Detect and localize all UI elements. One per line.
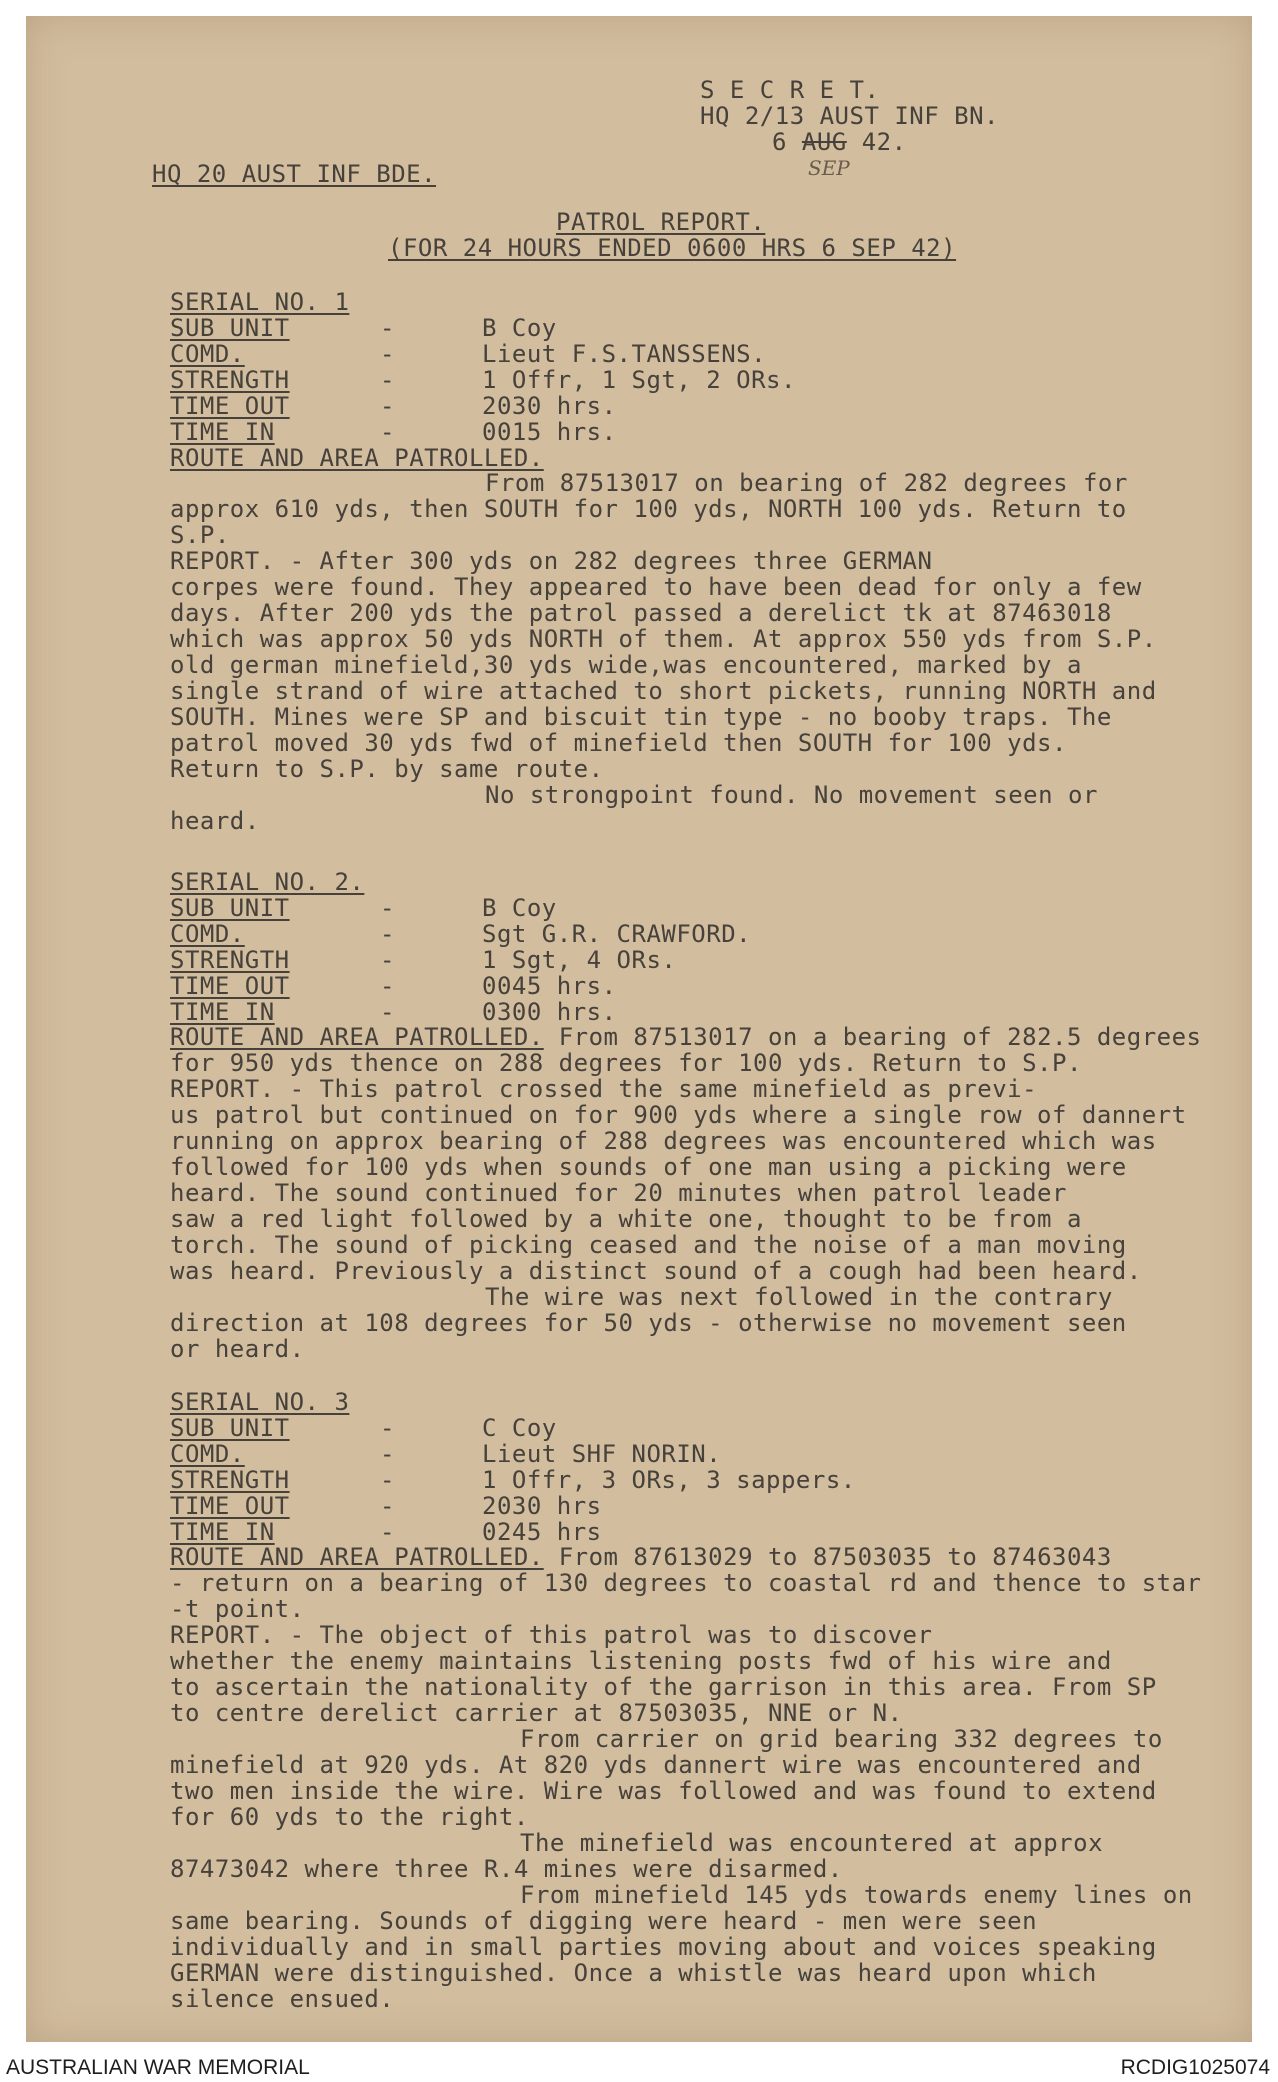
handwritten-month-correction: SEP xyxy=(808,156,850,180)
field-dash: - xyxy=(380,1466,395,1494)
serial-1-field-time-in xyxy=(170,418,1230,445)
text-line: heard. The sound continued for 20 minutes when patrol leader xyxy=(170,1180,1067,1206)
text-line: old german minefield,30 yds wide,was encountered, marked by a xyxy=(170,652,1082,678)
text-line: two men inside the wire. Wire was followed and was found to extend xyxy=(170,1778,1157,1804)
field-label: STRENGTH xyxy=(170,1466,290,1494)
text-fragment: From 87513017 on a bearing of 282.5 degrees xyxy=(558,1024,1202,1050)
serial-2-route-label: ROUTE AND AREA PATROLLED. xyxy=(170,1024,544,1050)
text-line: heard. xyxy=(170,808,260,834)
text-line: was heard. Previously a distinct sound of a cough had been heard. xyxy=(170,1258,1142,1284)
text-line: for 950 yds thence on 288 degrees for 100 yds. Return to S.P. xyxy=(170,1050,1082,1076)
field-value: 0015 hrs. xyxy=(482,418,617,446)
serial-1-text xyxy=(170,470,1230,834)
field-value: C Coy xyxy=(482,1414,557,1442)
field-value: 0300 hrs. xyxy=(482,998,617,1026)
text-line: torch. The sound of picking ceased and the noise of a man moving xyxy=(170,1232,1127,1258)
text-line: REPORT. - This patrol crossed the same minefield as previ- xyxy=(170,1076,1038,1102)
text-line: SOUTH. Mines were SP and biscuit tin type - no booby traps. The xyxy=(170,704,1112,730)
text-line: The minefield was encountered at approx xyxy=(520,1830,1104,1856)
field-value: 1 Offr, 3 ORs, 3 sappers. xyxy=(482,1466,856,1494)
serial-3-field-sub-unit xyxy=(170,1414,1230,1441)
text-line: GERMAN were distinguished. Once a whistle was heard upon which xyxy=(170,1960,1097,1986)
unit-designation: HQ 2/13 AUST INF BN. xyxy=(700,102,999,130)
field-dash: - xyxy=(380,340,395,368)
text-line: or heard. xyxy=(170,1336,305,1362)
text-fragment: From 87613029 to 87503035 to 87463043 xyxy=(558,1544,1112,1570)
date-day: 6 xyxy=(772,128,787,156)
text-line: to ascertain the nationality of the garrison in this area. From SP xyxy=(170,1674,1157,1700)
text-line: From minefield 145 yds towards enemy lines on xyxy=(520,1882,1193,1908)
text-line: From 87513017 on bearing of 282 degrees for xyxy=(485,470,1128,496)
field-label: TIME IN xyxy=(170,1518,275,1546)
report-title: PATROL REPORT. xyxy=(556,208,766,236)
field-dash: - xyxy=(380,314,395,342)
text-line: individually and in small parties moving about and voices speaking xyxy=(170,1934,1157,1960)
field-value: 2030 hrs. xyxy=(482,392,617,420)
text-line: minefield at 920 yds. At 820 yds dannert wire was encountered and xyxy=(170,1752,1142,1778)
field-dash: - xyxy=(380,998,395,1026)
field-label: COMD. xyxy=(170,920,245,948)
text-line: S.P. xyxy=(170,522,230,548)
text-line: approx 610 yds, then SOUTH for 100 yds, NORTH 100 yds. Return to xyxy=(170,496,1127,522)
text-line: REPORT. - The object of this patrol was to discover xyxy=(170,1622,933,1648)
text-line xyxy=(170,1024,1230,1050)
field-value: B Coy xyxy=(482,894,557,922)
field-value: Lieut F.S.TANSSENS. xyxy=(482,340,767,368)
field-dash: - xyxy=(380,920,395,948)
serial-3-field-strength xyxy=(170,1466,1230,1493)
text-line: Return to S.P. by same route. xyxy=(170,756,604,782)
text-line: same bearing. Sounds of digging were heard - men were seen xyxy=(170,1908,1038,1934)
field-label: TIME OUT xyxy=(170,1492,290,1520)
field-dash: - xyxy=(380,1518,395,1546)
text-line: The wire was next followed in the contrary xyxy=(485,1284,1113,1310)
field-label: TIME OUT xyxy=(170,392,290,420)
text-line: patrol moved 30 yds fwd of minefield then SOUTH for 100 yds. xyxy=(170,730,1067,756)
serial-1-route-label: ROUTE AND AREA PATROLLED. xyxy=(170,444,544,472)
serial-3-heading: SERIAL NO. 3 xyxy=(170,1388,350,1416)
text-line: silence ensued. xyxy=(170,1986,395,2012)
field-value: B Coy xyxy=(482,314,557,342)
field-label: TIME IN xyxy=(170,998,275,1026)
serial-1-field-comd xyxy=(170,340,1230,367)
field-value: 0245 hrs xyxy=(482,1518,602,1546)
addressee: HQ 20 AUST INF BDE. xyxy=(152,160,437,188)
field-label: COMD. xyxy=(170,340,245,368)
footer-institution: AUSTRALIAN WAR MEMORIAL xyxy=(6,2056,310,2079)
serial-2-field-time-out xyxy=(170,972,1230,999)
serial-3-field-time-out xyxy=(170,1492,1230,1519)
archive-footer xyxy=(0,2054,1278,2082)
date-month-struck: AUG xyxy=(801,128,847,156)
document-date xyxy=(772,128,907,156)
field-label: COMD. xyxy=(170,1440,245,1468)
text-line: which was approx 50 yds NORTH of them. At approx 550 yds from S.P. xyxy=(170,626,1157,652)
serial-3-text xyxy=(170,1544,1230,2012)
field-value: 1 Sgt, 4 ORs. xyxy=(482,946,677,974)
serial-2-field-strength xyxy=(170,946,1230,973)
text-line: No strongpoint found. No movement seen or xyxy=(485,782,1098,808)
field-dash: - xyxy=(380,1492,395,1520)
text-line: days. After 200 yds the patrol passed a derelict tk at 87463018 xyxy=(170,600,1112,626)
serial-3-field-time-in xyxy=(170,1518,1230,1545)
text-line: us patrol but continued on for 900 yds where a single row of dannert xyxy=(170,1102,1187,1128)
field-dash: - xyxy=(380,418,395,446)
text-line: 87473042 where three R.4 mines were disarmed. xyxy=(170,1856,843,1882)
text-line: running on approx bearing of 288 degrees was encountered which was xyxy=(170,1128,1157,1154)
serial-2-field-time-in xyxy=(170,998,1230,1025)
field-dash: - xyxy=(380,894,395,922)
text-line: whether the enemy maintains listening posts fwd of his wire and xyxy=(170,1648,1112,1674)
serial-2-heading: SERIAL NO. 2. xyxy=(170,868,365,896)
field-value: Sgt G.R. CRAWFORD. xyxy=(482,920,752,948)
field-value: 0045 hrs. xyxy=(482,972,617,1000)
text-line: From carrier on grid bearing 332 degrees to xyxy=(520,1726,1163,1752)
field-label: SUB UNIT xyxy=(170,894,290,922)
text-line xyxy=(170,1544,1230,1570)
field-dash: - xyxy=(380,366,395,394)
serial-1-field-sub-unit xyxy=(170,314,1230,341)
field-value: Lieut SHF NORIN. xyxy=(482,1440,722,1468)
date-year: 42. xyxy=(861,128,907,156)
text-line: saw a red light followed by a white one, thought to be from a xyxy=(170,1206,1082,1232)
serial-3-route-label: ROUTE AND AREA PATROLLED. xyxy=(170,1544,544,1570)
serial-1-field-strength xyxy=(170,366,1230,393)
field-dash: - xyxy=(380,946,395,974)
text-line: followed for 100 yds when sounds of one man using a picking were xyxy=(170,1154,1127,1180)
field-dash: - xyxy=(380,972,395,1000)
text-line: -t point. xyxy=(170,1596,305,1622)
text-line: - return on a bearing of 130 degrees to coastal rd and thence to star xyxy=(170,1570,1202,1596)
serial-3-field-comd xyxy=(170,1440,1230,1467)
field-label: TIME OUT xyxy=(170,972,290,1000)
text-line: direction at 108 degrees for 50 yds - otherwise no movement seen xyxy=(170,1310,1127,1336)
serial-2-field-sub-unit xyxy=(170,894,1230,921)
serial-1-heading: SERIAL NO. 1 xyxy=(170,288,350,316)
text-line: REPORT. - After 300 yds on 282 degrees three GERMAN xyxy=(170,548,933,574)
field-label: SUB UNIT xyxy=(170,1414,290,1442)
field-dash: - xyxy=(380,1414,395,1442)
text-line: to centre derelict carrier at 87503035, NNE or N. xyxy=(170,1700,903,1726)
report-subtitle: (FOR 24 HOURS ENDED 0600 HRS 6 SEP 42) xyxy=(388,234,957,262)
field-label: SUB UNIT xyxy=(170,314,290,342)
field-label: STRENGTH xyxy=(170,946,290,974)
field-value: 1 Offr, 1 Sgt, 2 ORs. xyxy=(482,366,796,394)
field-label: STRENGTH xyxy=(170,366,290,394)
footer-catalogue-id: RCDIG1025074 xyxy=(1120,2056,1270,2079)
text-line: for 60 yds to the right. xyxy=(170,1804,529,1830)
text-line: corpes were found. They appeared to have been dead for only a few xyxy=(170,574,1142,600)
field-value: 2030 hrs xyxy=(482,1492,602,1520)
serial-1-field-time-out xyxy=(170,392,1230,419)
classification-marking: S E C R E T. xyxy=(700,76,880,104)
field-dash: - xyxy=(380,1440,395,1468)
field-label: TIME IN xyxy=(170,418,275,446)
serial-2-text xyxy=(170,1024,1230,1362)
text-line: single strand of wire attached to short pickets, running NORTH and xyxy=(170,678,1157,704)
serial-2-field-comd xyxy=(170,920,1230,947)
field-dash: - xyxy=(380,392,395,420)
